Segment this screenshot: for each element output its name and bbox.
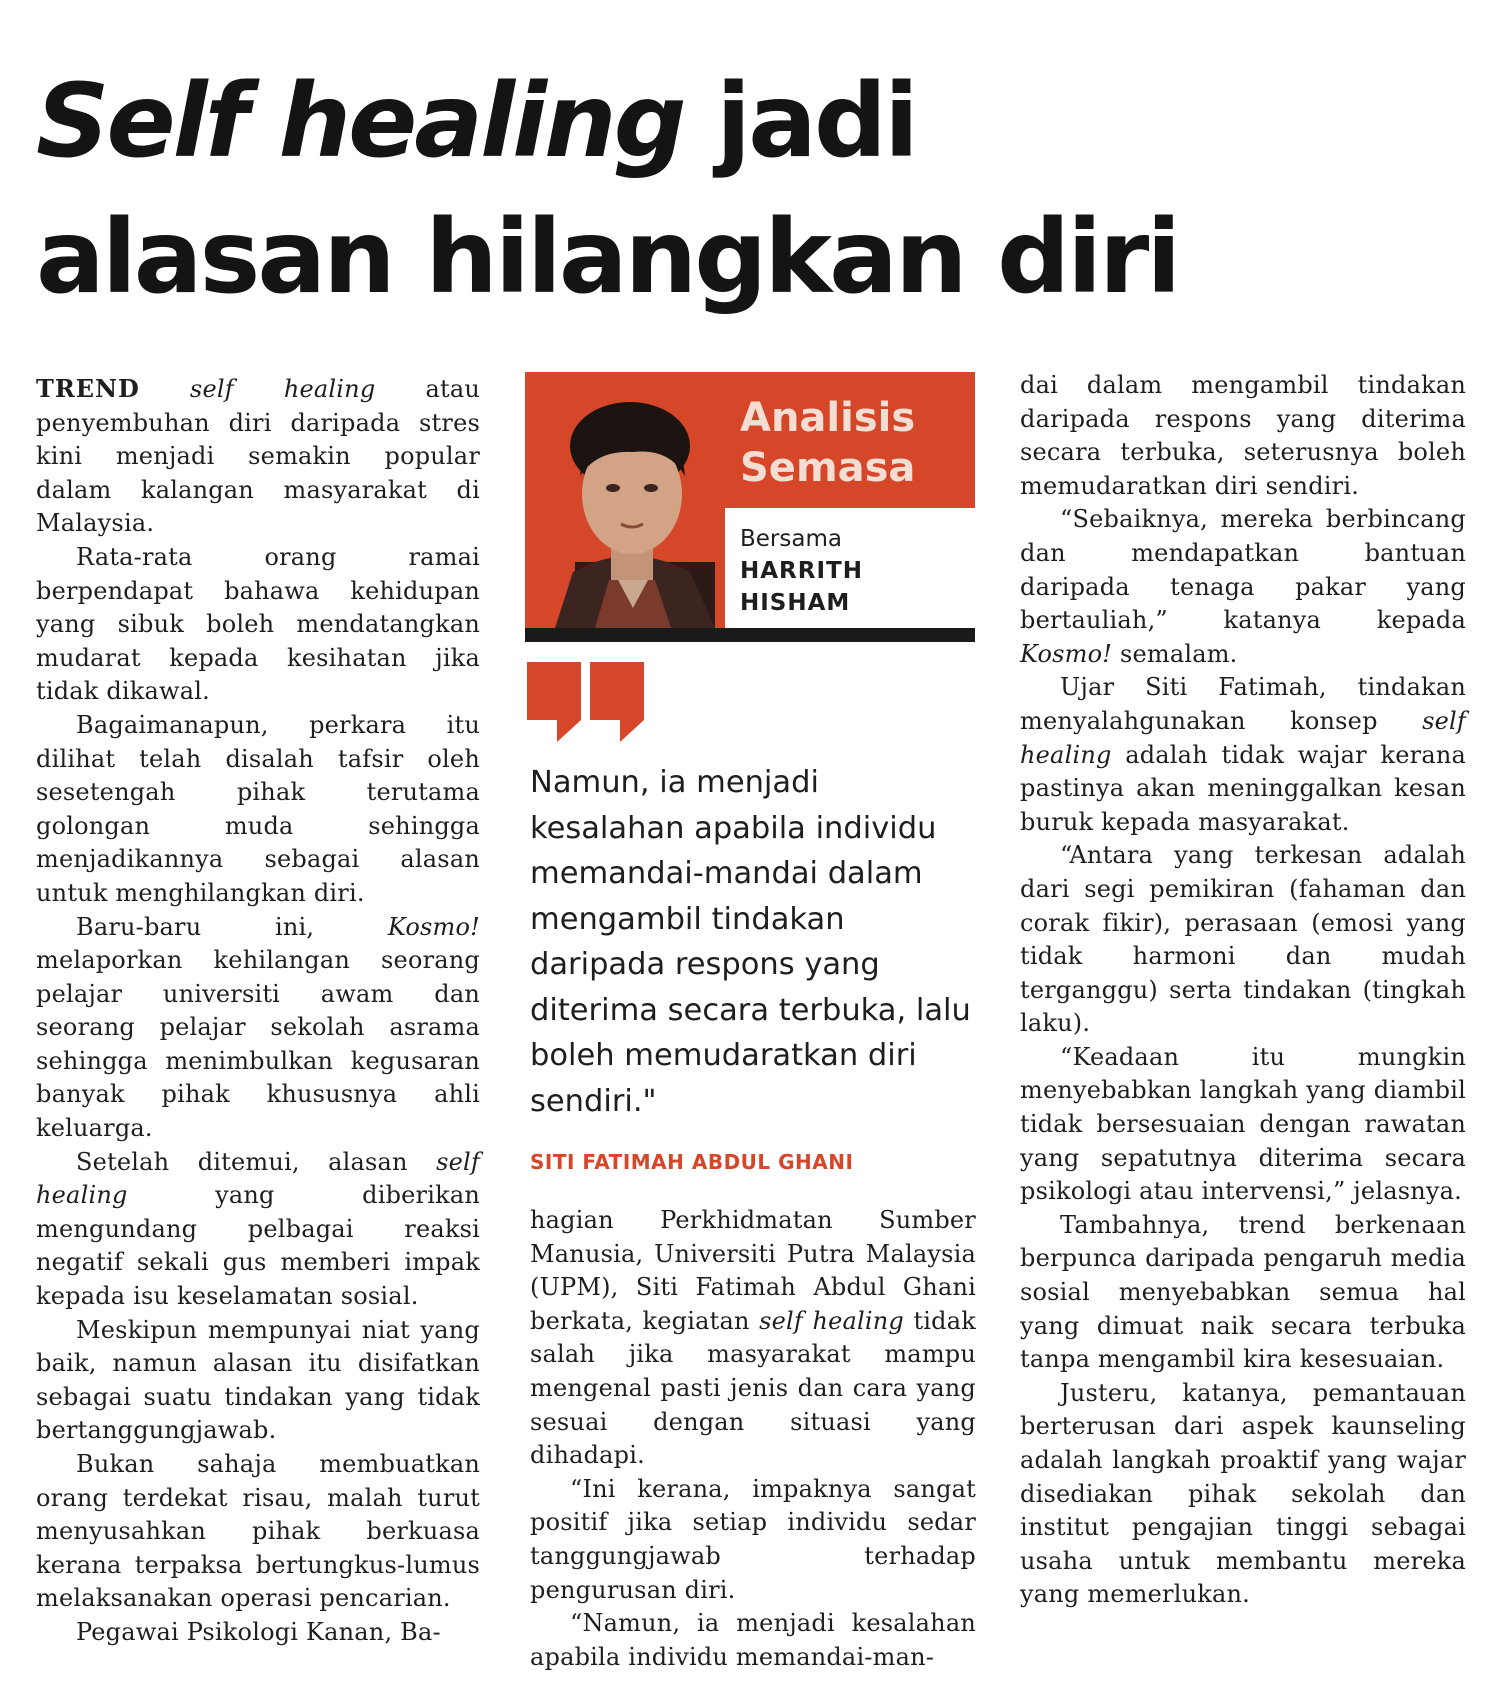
article-headline [36,54,1476,326]
paragraph: Ujar Siti Fatimah, tindakan menyalahgunakan konsep self healing adalah tidak wajar kerana pastinya akan meninggalkan kesan buruk kepada masyarakat. [1020,673,1466,836]
with-label: Bersama [740,526,842,552]
kicker: TREND [36,374,140,403]
headline-line1-rest: jadi [683,62,916,181]
paragraph: Meskipun mempunyai niat yang baik, namun alasan itu disifatkan sebagai suatu tindakan yang tidak bertanggungjawab. [36,1315,480,1445]
paragraph: Tambahnya, trend berkenaan berpunca daripada pengaruh media sosial menyebabkan semua hal yang dimuat naik secara terbuka tanpa mengambil kira kesesuaian. [1020,1210,1466,1374]
quote-mark-icon [527,662,581,742]
paragraph: TREND self healing atau penyembuhan diri daripada stres kini menjadi semakin popular dalam kalangan masyarakat di Malaysia. [36,374,480,538]
pull-quote: Namun, ia menjadi kesalahan apabila individu memandai-mandai dalam mengambil tindakan daripada respons yang diterima secara terbuka, lalu boleh memudaratkan diri sendiri." [530,765,971,1119]
columnist-box [525,372,975,642]
paragraph: dai dalam mengambil tindakan daripada respons yang diterima secara terbuka, seterusnya boleh memudaratkan diri sendiri. [1020,371,1466,500]
pull-quote-author: SITI FATIMAH ABDUL GHANI [530,1150,854,1174]
section-title: Semasa [740,445,916,491]
section-title: Analisis [740,395,916,441]
article-column-2 [530,1204,976,1674]
paragraph: Setelah ditemui, alasan self healing yang diberikan mengundang pelbagai reaksi negatif sekali gus memberi impak kepada isu keselamatan sosial. [36,1147,480,1311]
paragraph: “Antara yang terkesan adalah dari segi pemikiran (fahaman dan corak fikir), perasaan (emosi yang tidak harmoni dan mudah terganggu) serta tindakan (tingkah laku). [1020,841,1466,1038]
paragraph: “Namun, ia menjadi kesalahan apabila individu memandai-man- [530,1609,976,1671]
article-column-1 [36,372,480,1650]
paragraph: hagian Perkhidmatan Sumber Manusia, Universiti Putra Malaysia (UPM), Siti Fatimah Abdul Ghani berkata, kegiatan self healing tidak salah jika masyarakat mampu mengenal pasti jenis dan cara yang sesuai dengan situasi yang dihadapi. [530,1206,976,1470]
columnist-name: HISHAM [740,590,851,616]
paragraph: “Sebaiknya, mereka berbincang dan mendapatkan bantuan daripada tenaga pakar yang bertauliah,” katanya kepada Kosmo! semalam. [1020,505,1466,668]
paragraph: Bukan sahaja membuatkan orang terdekat risau, malah turut menyusahkan pihak berkuasa kerana terpaksa bertungkus-lumus melaksanakan operasi pencarian. [36,1450,480,1613]
paragraph: Justeru, katanya, pemantauan berterusan dari aspek kaunseling adalah langkah proaktif yang wajar disediakan pihak sekolah dan institut pengajian tinggi sebagai usaha untuk membantu mereka yang memerlukan. [1020,1378,1466,1609]
quote-mark-icon [590,662,644,742]
paragraph: Rata-rata orang ramai berpendapat bahawa kehidupan yang sibuk boleh mendatangkan mudarat kepada kesihatan jika tidak dikawal. [36,542,480,706]
headline-line2: alasan hilangkan diri [36,198,1179,317]
headline-italic-part: Self healing [36,62,684,181]
paragraph: “Ini kerana, impaknya sangat positif jika setiap individu sedar tanggungjawab terhadap pengurusan diri. [530,1474,976,1604]
paragraph: Bagaimanapun, perkara itu dilihat telah disalah tafsir oleh sesetengah pihak terutama golongan muda sehingga menjadikannya sebagai alasan untuk menghilangkan diri. [36,710,480,907]
paragraph: Pegawai Psikologi Kanan, Ba- [76,1617,441,1646]
columnist-name: HARRITH [740,558,863,584]
columnist-photo [525,372,740,628]
paragraph: Baru-baru ini, Kosmo! melaporkan kehilangan seorang pelajar universiti awam dan seorang pelajar sekolah asrama sehingga menimbulkan kegusaran banyak pihak khususnya ahli keluarga. [36,912,480,1143]
article-column-3 [1020,369,1466,1612]
box-bottom-bar [525,628,975,642]
paragraph: “Keadaan itu mungkin menyebabkan langkah yang diambil tidak bersesuaian dengan rawatan yang sepatutnya diterima secara psikologi atau intervensi,” jelasnya. [1020,1042,1466,1206]
